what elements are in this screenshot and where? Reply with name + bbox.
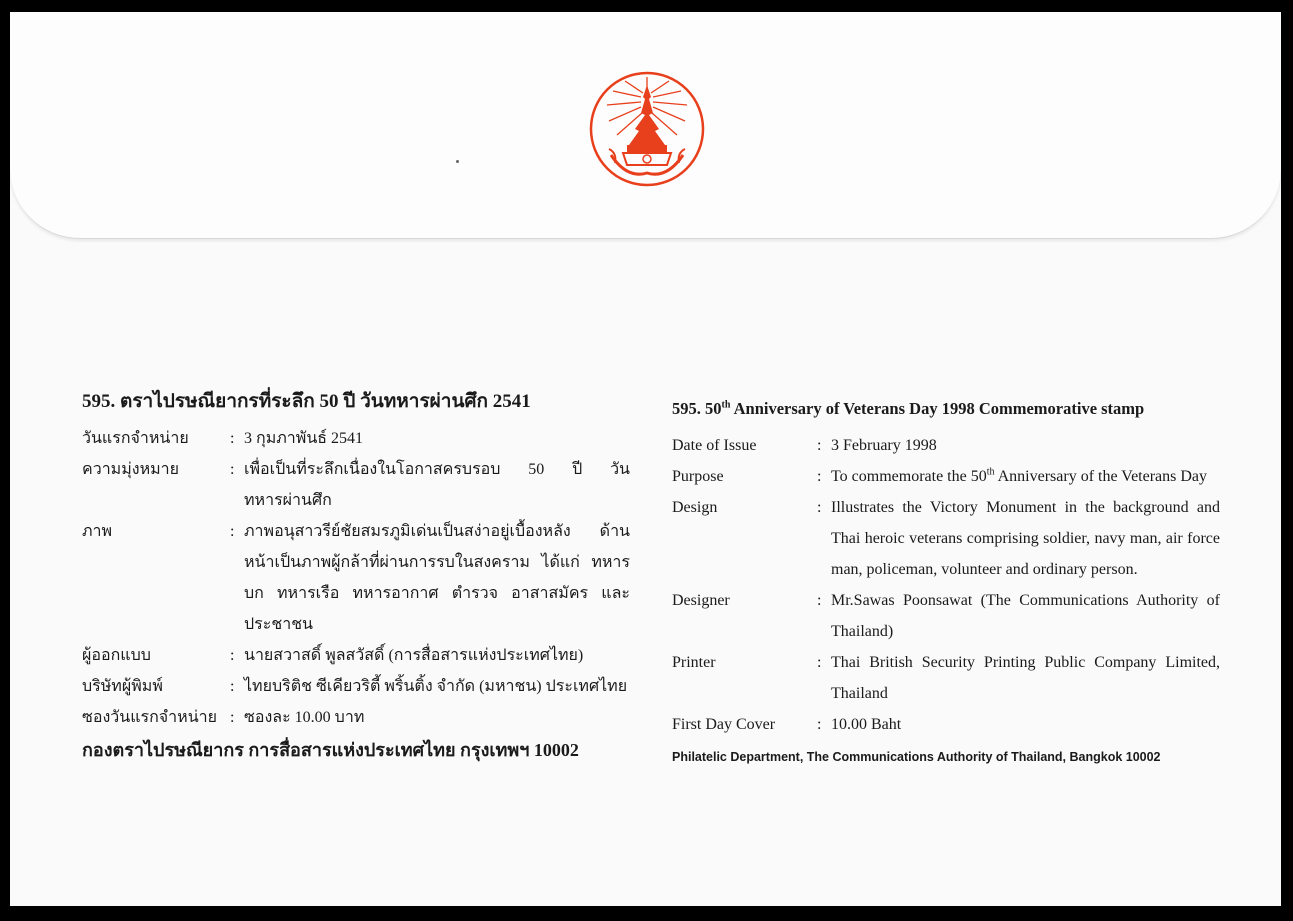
colon: : bbox=[230, 709, 235, 726]
thai-title: 595. ตราไปรษณียากรที่ระลึก 50 ปี วันทหารผ่านศึก 2541 bbox=[82, 391, 531, 412]
thai-value: ไทยบริติช ซีเคียวริตี้ พริ้นติ้ง จำกัด (มหาชน) ประเทศไทย bbox=[244, 678, 628, 695]
eng-value bbox=[831, 461, 1220, 492]
thai-row-issue-date bbox=[82, 423, 630, 454]
envelope-back bbox=[10, 12, 1281, 906]
eng-row-issue-date bbox=[672, 430, 1220, 461]
thai-row-design bbox=[82, 516, 630, 640]
thai-label: บริษัทผู้พิมพ์ bbox=[82, 678, 163, 695]
colon: : bbox=[817, 654, 822, 671]
eng-row-design bbox=[672, 492, 1220, 585]
thai-label: วันแรกจำหน่าย bbox=[82, 430, 189, 447]
thai-row-fdc bbox=[82, 702, 630, 733]
purpose-prefix: To commemorate the 50 bbox=[831, 468, 987, 485]
eng-value: 10.00 Baht bbox=[831, 716, 902, 733]
thai-label: ซองวันแรกจำหน่าย bbox=[82, 709, 217, 726]
thai-footer: กองตราไปรษณียากร การสื่อสารแห่งประเทศไทย กรุงเทพฯ 10002 bbox=[82, 740, 579, 760]
thai-row-printer bbox=[82, 671, 630, 702]
colon: : bbox=[817, 499, 822, 516]
eng-row-designer bbox=[672, 585, 1220, 647]
english-footer: Philatelic Department, The Communications Authority of Thailand, Bangkok 10002 bbox=[672, 750, 1161, 764]
eng-value: Mr.Sawas Poonsawat (The Communications Authority of Thailand) bbox=[831, 592, 1220, 640]
eng-row-printer bbox=[672, 647, 1220, 709]
colon: : bbox=[230, 523, 235, 540]
title-prefix: 595. 50 bbox=[672, 399, 722, 418]
colon: : bbox=[230, 430, 235, 447]
thai-label: ความมุ่งหมาย bbox=[82, 461, 180, 478]
thai-description bbox=[82, 386, 630, 766]
thai-value: ซองละ 10.00 บาท bbox=[244, 709, 365, 726]
title-suffix: Anniversary of Veterans Day 1998 Commemorative stamp bbox=[730, 399, 1145, 418]
eng-label: Date of Issue bbox=[672, 437, 757, 454]
thai-value: นายสวาสดิ์ พูลสวัสดิ์ (การสื่อสารแห่งประเทศไทย) bbox=[244, 647, 584, 664]
purpose-sup: th bbox=[986, 466, 995, 478]
eng-row-fdc bbox=[672, 709, 1220, 740]
thai-label: ภาพ bbox=[82, 523, 113, 540]
english-description bbox=[672, 393, 1220, 773]
eng-label: Purpose bbox=[672, 468, 724, 485]
thai-value: ภาพอนุสาวรีย์ชัยสมรภูมิเด่นเป็นสง่าอยู่เบื้องหลัง ด้านหน้าเป็นภาพผู้กล้าที่ผ่านการรบในสงคราม ได้แก่ ทหารบก ทหารเรือ ทหารอากาศ ตำรวจ อาสาสมัคร และประชาชน bbox=[244, 523, 630, 633]
eng-label: First Day Cover bbox=[672, 716, 776, 733]
eng-row-purpose bbox=[672, 461, 1220, 492]
colon: : bbox=[230, 461, 235, 478]
speck bbox=[456, 160, 459, 163]
eng-value: 3 February 1998 bbox=[831, 437, 937, 454]
eng-value: Thai British Security Printing Public Company Limited, Thailand bbox=[831, 654, 1220, 702]
thai-row-purpose bbox=[82, 454, 630, 516]
thai-label: ผู้ออกแบบ bbox=[82, 647, 151, 664]
eng-label: Design bbox=[672, 499, 718, 516]
eng-value: Illustrates the Victory Monument in the background and Thai heroic veterans comprising soldier, navy man, air force man, policeman, volunteer and ordinary person. bbox=[831, 499, 1220, 578]
thai-value: 3 กุมภาพันธ์ 2541 bbox=[244, 430, 364, 447]
thai-value: เพื่อเป็นที่ระลึกเนื่องในโอกาสครบรอบ 50 ปี วันทหารผ่านศึก bbox=[244, 461, 630, 509]
thai-row-designer bbox=[82, 640, 630, 671]
eng-label: Designer bbox=[672, 592, 730, 609]
colon: : bbox=[817, 437, 822, 454]
communications-authority-emblem-icon bbox=[587, 69, 707, 189]
purpose-suffix: Anniversary of the Veterans Day bbox=[994, 468, 1208, 485]
eng-label: Printer bbox=[672, 654, 716, 671]
colon: : bbox=[817, 468, 822, 485]
title-sup: th bbox=[721, 399, 731, 411]
colon: : bbox=[230, 647, 235, 664]
colon: : bbox=[230, 678, 235, 695]
english-title bbox=[672, 393, 1220, 424]
colon: : bbox=[817, 716, 822, 733]
colon: : bbox=[817, 592, 822, 609]
